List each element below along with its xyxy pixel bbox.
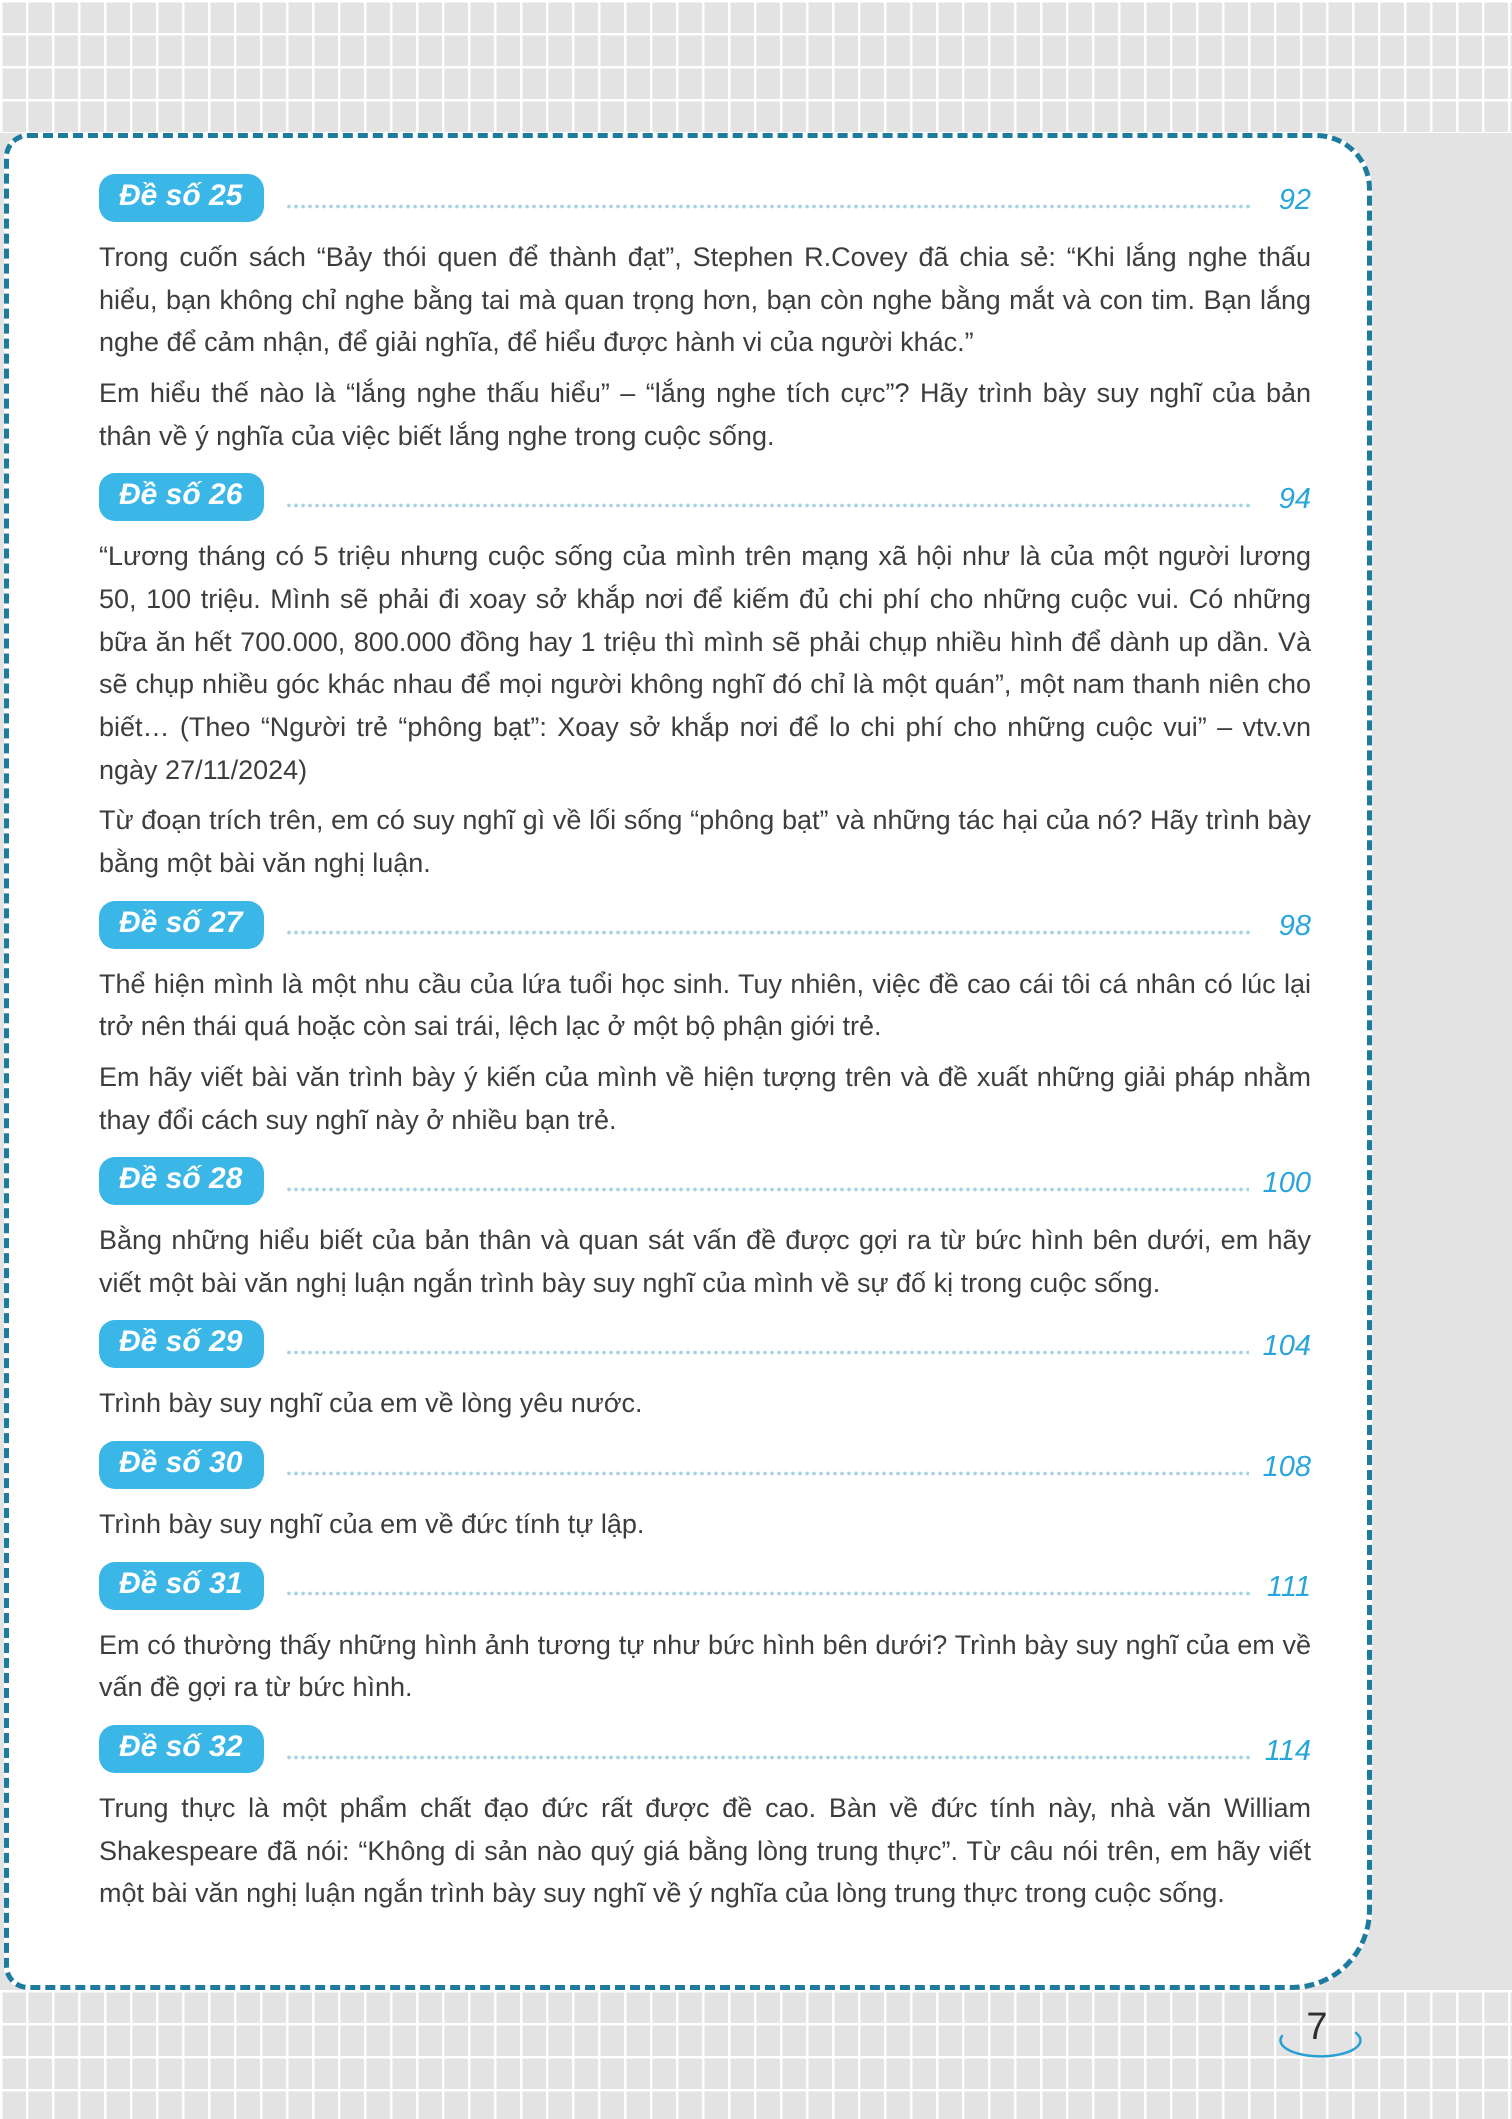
topic-entry	[99, 1157, 1311, 1304]
entry-header	[99, 473, 1311, 521]
topic-paragraphs	[99, 1624, 1311, 1709]
topic-paragraph: Em hiểu thế nào là “lắng nghe thấu hiểu” – “lắng nghe tích cực”? Hãy trình bày suy nghĩ của bản thân về ý nghĩa của việc biết lắng nghe trong cuộc sống.	[99, 377, 1311, 451]
badge-label: Đề số 28	[119, 1162, 243, 1196]
badge-label: Đề số 25	[119, 179, 243, 212]
topic-paragraph: Trung thực là một phẩm chất đạo đức rất được đề cao. Bàn về đức tính này, nhà văn William Shakespeare đã nói: “Không di sản nào quý giá bằng lòng trung thực”. Từ câu nói trên, em hãy viết một bài văn nghị luận ngắn trình bày suy nghĩ về ý nghĩa của lòng trung thực trong cuộc sống.	[99, 1793, 1311, 1909]
topic-badge	[99, 1157, 264, 1205]
badge-label: Đề số 32	[119, 1730, 243, 1764]
entry-header	[99, 1562, 1311, 1610]
topic-page-number: 100	[1262, 1166, 1311, 1199]
badge-label: Đề số 27	[119, 905, 243, 939]
topic-paragraphs	[99, 236, 1311, 457]
topic-badge	[99, 174, 264, 222]
topic-badge	[99, 1441, 264, 1489]
topic-entry	[99, 1320, 1311, 1425]
dotted-leader	[286, 204, 1251, 209]
topic-paragraphs	[99, 1787, 1311, 1915]
topic-badge	[99, 1320, 264, 1368]
entry-header	[99, 901, 1311, 949]
topic-paragraph: Trình bày suy nghĩ của em về lòng yêu nước.	[99, 1388, 643, 1419]
grid-paper-top	[0, 0, 1512, 133]
dotted-leader	[286, 503, 1251, 508]
topic-paragraph: Trình bày suy nghĩ của em về đức tính tự lập.	[99, 1509, 645, 1540]
badge-label: Đề số 30	[119, 1446, 243, 1480]
badge-label: Đề số 26	[119, 478, 243, 512]
footer-page-number: 7	[1306, 2006, 1328, 2048]
dotted-leader	[286, 1755, 1250, 1760]
topic-paragraph: Em hãy viết bài văn trình bày ý kiến của mình về hiện tượng trên và đề xuất những giải pháp nhằm thay đổi cách suy nghĩ này ở nhiều bạn trẻ.	[99, 1061, 1311, 1135]
entry-header	[99, 1157, 1311, 1205]
topic-paragraph: Em có thường thấy những hình ảnh tương tự như bức hình bên dưới? Trình bày suy nghĩ của em về vấn đề gợi ra từ bức hình.	[99, 1629, 1311, 1703]
badge-label: Đề số 31	[119, 1566, 243, 1600]
topic-badge	[99, 1562, 264, 1610]
topic-paragraph: “Lương tháng có 5 triệu nhưng cuộc sống của mình trên mạng xã hội như là của một người lương 50, 100 triệu. Mình sẽ phải đi xoay sở khắp nơi để kiếm đủ chi phí cho những cuộc vui. Có những bữa ăn hết 700.000, 800.000 đồng hay 1 triệu thì mình sẽ phải chụp nhiều hình để dành up dần. Và sẽ chụp nhiều góc khác nhau để mọi người không nghĩ đó chỉ là một quán”, một nam thanh niên cho biết… (Theo “Người trẻ “phông bạt”: Xoay sở khắp nơi để lo chi phí cho những cuộc vui” – vtv.vn ngày 27/11/2024)	[99, 541, 1311, 785]
topic-entry	[99, 1441, 1311, 1546]
topic-entry	[99, 1562, 1311, 1709]
topic-paragraph: Bằng những hiểu biết của bản thân và quan sát vấn đề được gợi ra từ bức hình bên dưới, em hãy viết một bài văn nghị luận ngắn trình bày suy nghĩ của mình về sự đố kị trong cuộc sống.	[99, 1225, 1311, 1298]
content-panel	[4, 133, 1372, 1990]
dotted-leader	[286, 1591, 1251, 1596]
entry-header	[99, 1320, 1311, 1368]
entry-header	[99, 174, 1311, 222]
topic-badge	[99, 901, 264, 949]
topic-paragraphs	[99, 963, 1311, 1142]
topic-paragraphs	[99, 1382, 1311, 1425]
topic-paragraphs	[99, 1503, 1311, 1546]
entry-header	[99, 1725, 1311, 1773]
entry-header	[99, 1441, 1311, 1489]
topic-entry	[99, 174, 1311, 457]
topic-entry	[99, 473, 1311, 884]
topic-page-number: 114	[1264, 1734, 1311, 1767]
topic-badge	[99, 473, 264, 521]
topic-page-number: 94	[1278, 482, 1311, 515]
topic-paragraph: Từ đoạn trích trên, em có suy nghĩ gì về lối sống “phông bạt” và những tác hại của nó? Hãy trình bày bằng một bài văn nghị luận.	[99, 805, 1311, 878]
dotted-leader	[286, 930, 1251, 935]
topic-entry	[99, 901, 1311, 1142]
dotted-leader	[286, 1187, 1248, 1192]
topic-paragraph: Trong cuốn sách “Bảy thói quen để thành đạt”, Stephen R.Covey đã chia sẻ: “Khi lắng nghe thấu hiểu, bạn không chỉ nghe bằng tai mà quan trọng hơn, bạn còn nghe bằng mắt và con tim. Bạn lắng nghe để cảm nhận, để giải nghĩa, để hiểu được hành vi của người khác.”	[99, 242, 1311, 358]
topic-list	[99, 174, 1311, 1915]
topic-paragraph: Thể hiện mình là một nhu cầu của lứa tuổi học sinh. Tuy nhiên, việc đề cao cái tôi cá nhân có lúc lại trở nên thái quá hoặc còn sai trái, lệch lạc ở một bộ phận giới trẻ.	[99, 968, 1311, 1042]
badge-label: Đề số 29	[119, 1325, 243, 1359]
dotted-leader	[286, 1350, 1248, 1355]
topic-badge	[99, 1725, 264, 1773]
topic-page-number: 92	[1278, 183, 1311, 216]
dotted-leader	[286, 1471, 1248, 1476]
topic-entry	[99, 1725, 1311, 1915]
topic-page-number: 108	[1262, 1450, 1311, 1483]
topic-paragraphs	[99, 535, 1311, 884]
topic-page-number: 111	[1266, 1571, 1311, 1604]
footer-page-number-group	[1262, 2000, 1372, 2080]
topic-paragraphs	[99, 1219, 1311, 1304]
topic-page-number: 104	[1262, 1329, 1311, 1362]
topic-page-number: 98	[1278, 910, 1311, 943]
